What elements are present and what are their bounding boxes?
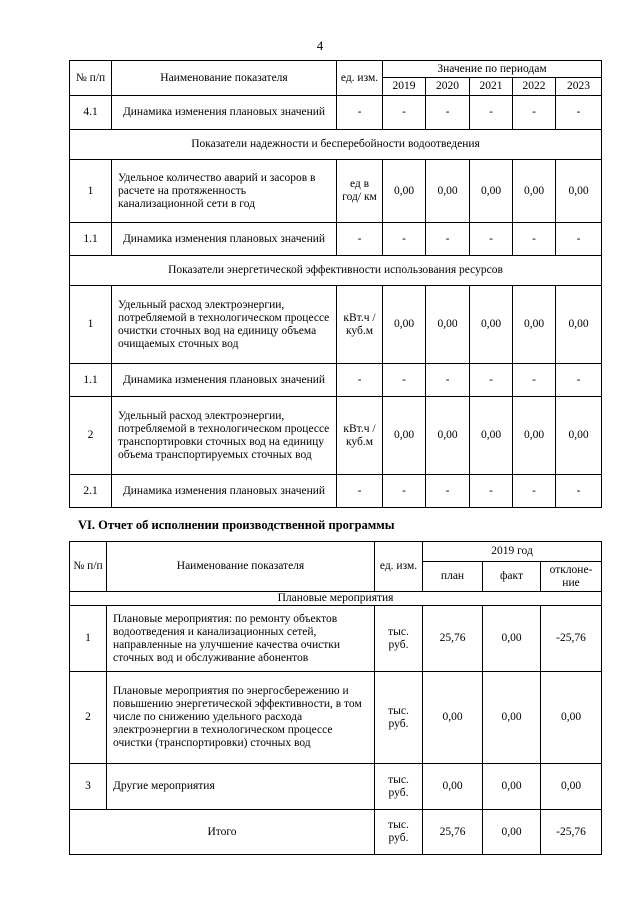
- row-value: -: [383, 223, 426, 256]
- header-periods: Значение по периодам: [383, 61, 602, 78]
- header-name: Наименование показателя: [112, 61, 337, 96]
- row-unit: кВт.ч / куб.м: [337, 286, 383, 364]
- row-name: Удельное количество аварий и засоров в расчете на протяженность канализационной сети в год: [112, 160, 337, 223]
- row-num: 1: [70, 160, 112, 223]
- row-name: Динамика изменения плановых значений: [112, 96, 337, 130]
- row-value: -: [556, 223, 602, 256]
- header-unit: ед. изм.: [337, 61, 383, 96]
- row-num: 3: [70, 764, 107, 810]
- row-value: 0,00: [383, 286, 426, 364]
- section-row: Плановые мероприятия: [70, 592, 602, 606]
- row-value: -: [556, 96, 602, 130]
- row-unit: тыс. руб.: [375, 672, 423, 764]
- row-deviation: 0,00: [541, 672, 602, 764]
- row-value: -: [426, 475, 470, 508]
- header-year: 2020: [426, 78, 470, 96]
- header-deviation: отклоне- ние: [541, 562, 602, 592]
- row-deviation: -25,76: [541, 606, 602, 672]
- row-name: Удельный расход электроэнергии, потребляемой в технологическом процессе транспортировки сточных вод на единицу объема транспортируемых сточных вод: [112, 397, 337, 475]
- header-year: 2022: [513, 78, 556, 96]
- section-row: Показатели энергетической эффективности использования ресурсов: [70, 256, 602, 286]
- header-year: 2021: [470, 78, 513, 96]
- header-plan: план: [423, 562, 483, 592]
- row-value: 0,00: [383, 160, 426, 223]
- row-name: Динамика изменения плановых значений: [112, 364, 337, 397]
- row-num: 4.1: [70, 96, 112, 130]
- row-unit: тыс. руб.: [375, 764, 423, 810]
- row-unit: тыс. руб.: [375, 606, 423, 672]
- row-value: -: [470, 475, 513, 508]
- row-value: -: [513, 96, 556, 130]
- row-unit: -: [337, 223, 383, 256]
- row-value: -: [470, 223, 513, 256]
- header-unit: ед. изм.: [375, 542, 423, 592]
- row-value: -: [470, 364, 513, 397]
- row-deviation: 0,00: [541, 764, 602, 810]
- header-year: 2023: [556, 78, 602, 96]
- total-unit: тыс. руб.: [375, 810, 423, 855]
- row-value: 0,00: [470, 397, 513, 475]
- row-value: 0,00: [513, 160, 556, 223]
- row-value: -: [513, 223, 556, 256]
- row-name: Удельный расход электроэнергии, потребляемой в технологическом процессе очистки сточных вод на единицу объема очищаемых сточных вод: [112, 286, 337, 364]
- total-deviation: -25,76: [541, 810, 602, 855]
- row-value: 0,00: [426, 160, 470, 223]
- row-name: Плановые мероприятия: по ремонту объектов водоотведения и канализационных сетей, направленные на улучшение качества очистки сточных вод и обслуживание абонентов: [107, 606, 375, 672]
- row-value: 0,00: [383, 397, 426, 475]
- row-value: -: [383, 96, 426, 130]
- row-unit: -: [337, 96, 383, 130]
- row-num: 1.1: [70, 364, 112, 397]
- row-num: 2: [70, 397, 112, 475]
- row-value: -: [426, 223, 470, 256]
- row-plan: 25,76: [423, 606, 483, 672]
- row-name: Другие мероприятия: [107, 764, 375, 810]
- row-value: 0,00: [513, 286, 556, 364]
- header-num: № п/п: [70, 61, 112, 96]
- row-value: -: [513, 364, 556, 397]
- row-unit: -: [337, 475, 383, 508]
- row-plan: 0,00: [423, 764, 483, 810]
- row-unit: ед в год/ км: [337, 160, 383, 223]
- row-value: 0,00: [470, 160, 513, 223]
- row-name: Плановые мероприятия по энергосбережению и повышению энергетической эффективности, в том числе по снижению удельного расхода электроэнергии в технологическом процессе очистки (транспортировки) сточных вод: [107, 672, 375, 764]
- row-plan: 0,00: [423, 672, 483, 764]
- row-fact: 0,00: [483, 764, 541, 810]
- row-num: 1: [70, 606, 107, 672]
- row-unit: кВт.ч / куб.м: [337, 397, 383, 475]
- program-report-table: [69, 541, 602, 855]
- row-fact: 0,00: [483, 672, 541, 764]
- row-value: -: [556, 475, 602, 508]
- header-num: № п/п: [70, 542, 107, 592]
- total-label: Итого: [70, 810, 375, 855]
- row-value: -: [513, 475, 556, 508]
- row-value: 0,00: [426, 286, 470, 364]
- row-name: Динамика изменения плановых значений: [112, 223, 337, 256]
- row-unit: -: [337, 364, 383, 397]
- row-num: 2: [70, 672, 107, 764]
- header-year: 2019 год: [423, 542, 602, 562]
- row-value: -: [470, 96, 513, 130]
- total-fact: 0,00: [483, 810, 541, 855]
- header-fact: факт: [483, 562, 541, 592]
- row-name: Динамика изменения плановых значений: [112, 475, 337, 508]
- row-num: 1: [70, 286, 112, 364]
- row-value: -: [383, 475, 426, 508]
- row-value: 0,00: [556, 397, 602, 475]
- section-vi-title: VI. Отчет об исполнении производственной программы: [78, 518, 395, 532]
- section-row: Показатели надежности и бесперебойности водоотведения: [70, 130, 602, 160]
- row-num: 2.1: [70, 475, 112, 508]
- row-value: 0,00: [470, 286, 513, 364]
- indicators-table: [69, 60, 602, 508]
- row-num: 1.1: [70, 223, 112, 256]
- row-value: 0,00: [556, 286, 602, 364]
- row-value: -: [556, 364, 602, 397]
- row-fact: 0,00: [483, 606, 541, 672]
- row-value: 0,00: [426, 397, 470, 475]
- header-year: 2019: [383, 78, 426, 96]
- header-name: Наименование показателя: [107, 542, 375, 592]
- row-value: 0,00: [556, 160, 602, 223]
- row-value: -: [426, 364, 470, 397]
- row-value: -: [383, 364, 426, 397]
- row-value: -: [426, 96, 470, 130]
- page-number: 4: [316, 38, 324, 53]
- total-plan: 25,76: [423, 810, 483, 855]
- row-value: 0,00: [513, 397, 556, 475]
